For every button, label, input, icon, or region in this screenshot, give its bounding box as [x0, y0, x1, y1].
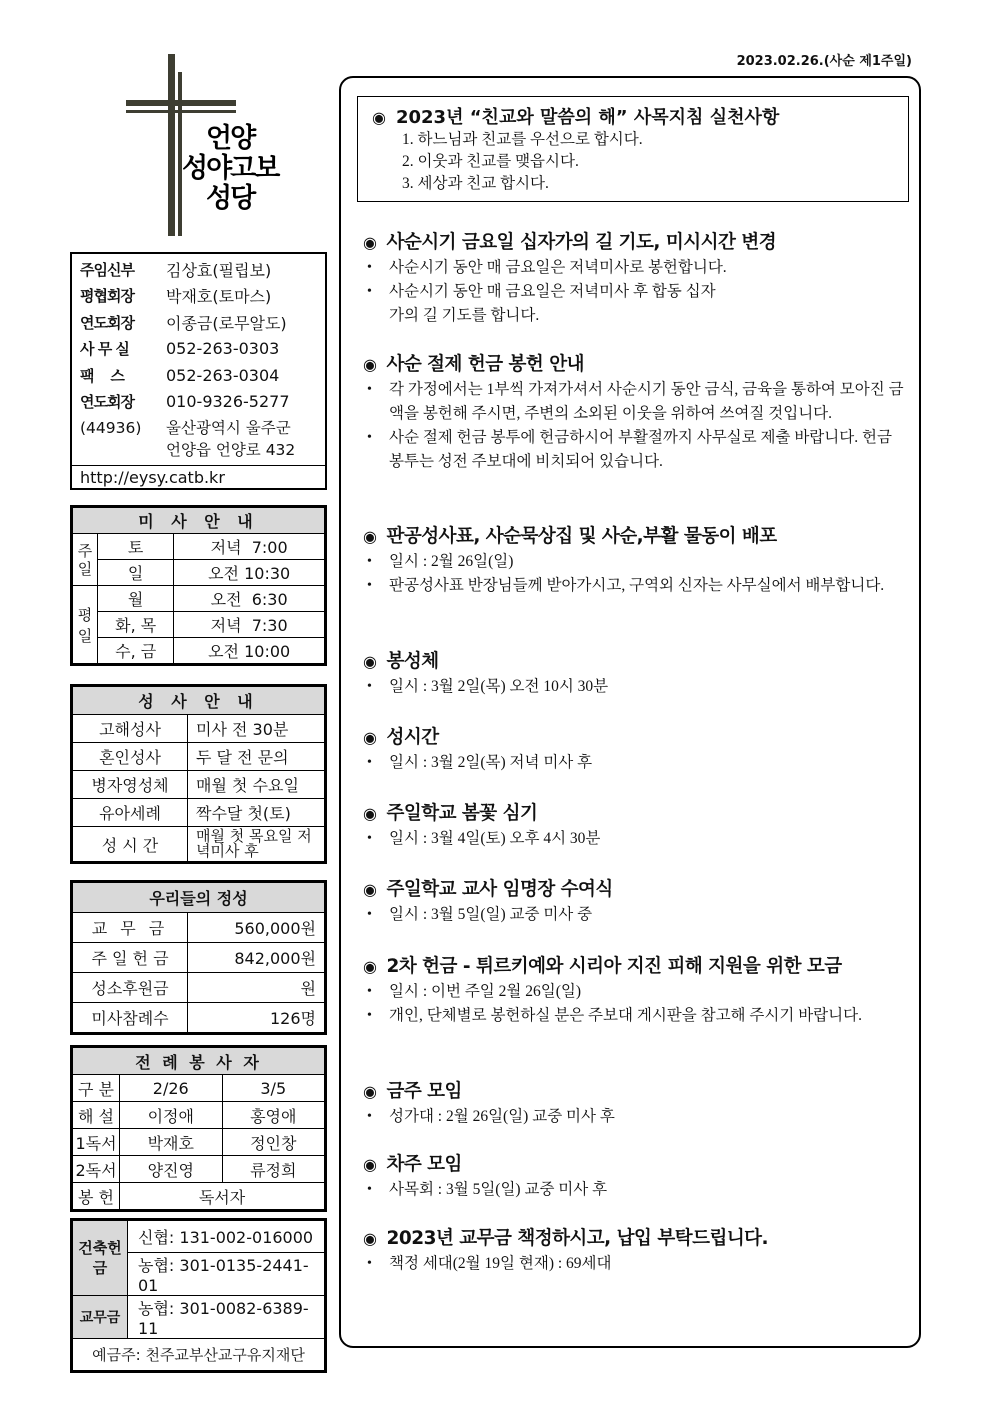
mass-day: 수, 금	[98, 638, 174, 664]
info-value: 052-263-0304	[166, 365, 280, 385]
info-label: 주임신부	[80, 260, 134, 279]
sacrament-name: 성 시 간	[73, 827, 188, 862]
account-number: 농협: 301-0135-2441-01	[128, 1253, 325, 1296]
bulletin-date: 2023.02.26.(사순 제1주일)	[736, 54, 912, 69]
mass-day: 월	[98, 586, 174, 612]
info-label: 연도회장	[80, 393, 134, 412]
announcement-bullet: • 사순 절제 헌금 봉투에 헌금하시어 부활절까지 사무실로 제출 바랍니다. 헌금 봉투는 성전 주보대에 비치되어 있습니다.	[363, 426, 908, 474]
announcement	[363, 723, 908, 775]
announcement-bullet: • 일시 : 3월 2일(목) 오전 10시 30분	[363, 675, 908, 699]
server-name: 류정희	[222, 1156, 325, 1183]
info-label: 팩 스	[80, 366, 124, 385]
offering-name: 교 무 금	[73, 913, 188, 943]
logo-line1: 언양	[206, 123, 255, 154]
announcement-bullet: • 각 가정에서는 1부씩 가져가셔서 사순시기 동안 금식, 금육을 통하여 모아진 금액을 봉헌해 주시면, 주변의 소외된 이웃을 위하여 쓰여질 것입니다.	[363, 378, 908, 426]
tithe-label: 교무금	[73, 1296, 128, 1339]
sacraments-title: 성 사 안 내	[73, 687, 325, 715]
server-name: 양진영	[120, 1156, 223, 1183]
mass-time: 저녁 7:00	[174, 534, 325, 560]
servers-head: 2/26	[120, 1075, 223, 1102]
announcement-bullet: • 일시 : 3월 2일(목) 저녁 미사 후	[363, 751, 908, 775]
bullseye-icon: ◉	[363, 1082, 377, 1101]
announcement-bullet: • 일시 : 3월 5일(일) 교중 미사 중	[363, 903, 908, 927]
account-holder: 예금주: 천주교부산교구유지재단	[73, 1339, 325, 1371]
bullseye-icon: ◉	[363, 527, 377, 546]
sacraments-table	[70, 684, 327, 864]
sacrament-value: 매월 첫 수요일	[188, 771, 325, 799]
server-name: 박재호	[120, 1129, 223, 1156]
info-value: 052-263-0303	[166, 339, 280, 359]
offering-value: 842,000원	[188, 943, 325, 973]
announcement-bullet: • 사순시기 동안 매 금요일은 저녁미사 후 합동 십자가의 길 기도를 합니다.	[363, 280, 729, 328]
offering-table	[70, 880, 327, 1035]
mass-time: 오전 10:00	[174, 638, 325, 664]
parish-logo	[120, 50, 295, 240]
pastoral-title: 2023년 “친교와 말씀의 해” 사목지침 실천사항	[395, 107, 780, 128]
announcement-bullet: • 사목회 : 3월 5일(일) 교중 미사 후	[363, 1178, 908, 1202]
announcement-title: 주일학교 교사 임명장 수여식	[386, 879, 613, 900]
server-role: 해 설	[73, 1102, 120, 1129]
pastoral-item: 3. 세상과 친교 합시다.	[402, 175, 549, 192]
sacrament-name: 병자영성체	[73, 771, 188, 799]
server-name: 홍영애	[222, 1102, 325, 1129]
weekday-label: 평일	[73, 586, 98, 664]
bullseye-icon: ◉	[363, 1155, 377, 1174]
announcement-bullet: • 일시 : 3월 4일(토) 오후 4시 30분	[363, 827, 908, 851]
announcement	[363, 228, 908, 328]
offering-title: 우리들의 정성	[73, 883, 325, 913]
announcement-bullet: • 개인, 단체별로 봉헌하실 분은 주보대 게시판을 참고해 주시기 바랍니다.	[363, 1004, 889, 1028]
pastoral-guidelines	[357, 96, 909, 202]
cross-icon	[168, 54, 175, 236]
servers-title: 전 례 봉 사 자	[73, 1048, 325, 1075]
announcement-bullet: • 일시 : 2월 26일(일)	[363, 550, 908, 574]
bullseye-icon: ◉	[372, 108, 386, 127]
server-name: 이정애	[120, 1102, 223, 1129]
announcement	[363, 1077, 908, 1129]
server-role: 2독서	[73, 1156, 120, 1183]
announcement	[363, 647, 908, 699]
announcement-bullet: • 판공성사표 반장님들께 받아가시고, 구역외 신자는 사무실에서 배부합니다.	[363, 574, 908, 598]
announcement	[363, 350, 908, 474]
account-number: 농협: 301-0082-6389-11	[128, 1296, 325, 1339]
mass-day: 일	[98, 560, 174, 586]
announcement	[363, 1224, 908, 1276]
bullseye-icon: ◉	[363, 1229, 377, 1248]
mass-time: 오전 6:30	[174, 586, 325, 612]
announcement-bullet: • 사순시기 동안 매 금요일은 저녁미사로 봉헌합니다.	[363, 256, 908, 280]
announcement-title: 2023년 교무금 책정하시고, 납입 부탁드립니다.	[386, 1228, 769, 1249]
announcement-title: 주일학교 봄꽃 심기	[386, 803, 538, 824]
offering-name: 미사참례수	[73, 1003, 188, 1033]
bullseye-icon: ◉	[363, 728, 377, 747]
bullseye-icon: ◉	[363, 652, 377, 671]
bullseye-icon: ◉	[363, 355, 377, 374]
liturgy-servers-table	[70, 1045, 327, 1212]
address-line2: 언양읍 언양로 432	[166, 441, 296, 459]
announcement-title: 판공성사표, 사순묵상집 및 사순,부활 물동이 배포	[386, 526, 777, 547]
parish-info	[70, 252, 327, 490]
sacrament-name: 고해성사	[73, 715, 188, 743]
parish-url[interactable]: http://eysy.catb.kr	[72, 465, 325, 489]
pastoral-item: 2. 이웃과 친교를 맺읍시다.	[402, 153, 579, 170]
announcement-title: 사순 절제 헌금 봉헌 안내	[386, 354, 584, 375]
bullseye-icon: ◉	[363, 880, 377, 899]
sacrament-name: 혼인성사	[73, 743, 188, 771]
info-value: 박재호(토마스)	[166, 287, 272, 307]
servers-head: 구 분	[73, 1075, 120, 1102]
mass-schedule	[70, 505, 327, 666]
announcement-title: 차주 모임	[386, 1154, 462, 1175]
announcement-title: 2차 헌금 - 튀르키예와 시리아 지진 피해 지원을 위한 모금	[386, 956, 842, 977]
announcement	[363, 875, 908, 927]
info-value: 010-9326-5277	[166, 392, 290, 412]
info-label: 평협회장	[80, 287, 134, 306]
mass-title: 미 사 안 내	[73, 508, 325, 534]
account-number: 신협: 131-002-016000	[128, 1221, 325, 1253]
server-name: 정인창	[222, 1129, 325, 1156]
announcement	[363, 522, 908, 598]
sacrament-value: 미사 전 30분	[188, 715, 325, 743]
info-value: 김상효(필립보)	[166, 260, 272, 280]
server-role: 봉 헌	[73, 1183, 120, 1210]
building-fund-label: 건축헌금	[73, 1221, 128, 1296]
offering-value: 560,000원	[188, 913, 325, 943]
mass-day: 토	[98, 534, 174, 560]
announcement-bullet: • 성가대 : 2월 26일(일) 교중 미사 후	[363, 1105, 908, 1129]
mass-day: 화, 목	[98, 612, 174, 638]
announcement	[363, 799, 908, 851]
info-label: 연도회장	[80, 313, 134, 332]
sacrament-value: 두 달 전 문의	[188, 743, 325, 771]
offering-value: 원	[188, 973, 325, 1003]
announcement-bullet: • 책정 세대(2월 19일 현재) : 69세대	[363, 1252, 908, 1276]
server-role: 1독서	[73, 1129, 120, 1156]
announcement-title: 성시간	[386, 727, 439, 748]
sunday-label: 주일	[73, 534, 98, 586]
bullseye-icon: ◉	[363, 957, 377, 976]
server-name: 독서자	[120, 1183, 325, 1210]
sacrament-value: 짝수달 첫(토)	[188, 799, 325, 827]
announcement-title: 사순시기 금요일 십자가의 길 기도, 미시시간 변경	[386, 232, 777, 253]
announcement-bullet: • 일시 : 이번 주일 2월 26일(일)	[363, 980, 908, 1004]
mass-time: 저녁 7:30	[174, 612, 325, 638]
zip-code: (44936)	[80, 419, 142, 437]
logo-line3: 성당	[206, 183, 255, 214]
sacrament-name: 유아세례	[73, 799, 188, 827]
offering-name: 성소후원금	[73, 973, 188, 1003]
bank-accounts	[70, 1218, 327, 1373]
pastoral-item: 1. 하느님과 친교를 우선으로 합시다.	[402, 131, 643, 148]
sacrament-value: 매월 첫 목요일 저녁미사 후	[188, 827, 325, 862]
info-label: 사 무 실	[80, 340, 129, 359]
address-line1: 울산광역시 울주군	[166, 419, 291, 437]
announcement-title: 금주 모임	[386, 1081, 462, 1102]
announcement-title: 봉성체	[386, 651, 439, 672]
announcement	[363, 952, 908, 1028]
offering-name: 주 일 헌 금	[73, 943, 188, 973]
info-value: 이종금(로무알도)	[166, 313, 287, 333]
announcement	[363, 1150, 908, 1202]
offering-value: 126명	[188, 1003, 325, 1033]
bullseye-icon: ◉	[363, 233, 377, 252]
servers-head: 3/5	[222, 1075, 325, 1102]
logo-line2: 성야고보	[182, 153, 279, 184]
bullseye-icon: ◉	[363, 804, 377, 823]
mass-time: 오전 10:30	[174, 560, 325, 586]
